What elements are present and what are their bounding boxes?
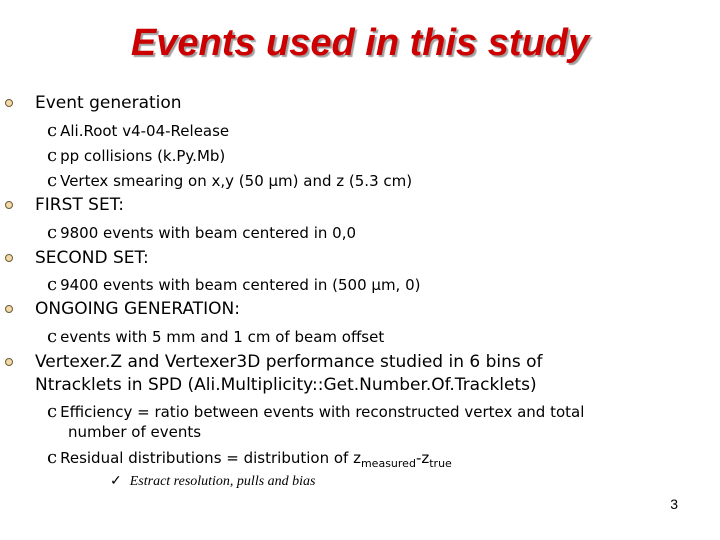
bullet-icon — [5, 201, 13, 209]
check-item: ✓ Estract resolution, pulls and bias — [110, 474, 316, 489]
subscript-true: true — [429, 457, 452, 470]
c-bullet-icon: c — [47, 170, 58, 191]
page-title: Events used in this study — [130, 22, 590, 64]
list-item-continuation: number of events — [68, 423, 202, 441]
section-heading: ONGOING GENERATION: — [35, 299, 240, 319]
c-bullet-icon: c — [47, 447, 58, 468]
section-heading-line2: Ntracklets in SPD (Ali.Multiplicity::Get.Number.Of.Tracklets) — [35, 375, 537, 395]
section-ongoing — [35, 299, 240, 319]
c-bullet-icon: c — [47, 274, 58, 295]
subscript-measured: measured — [360, 457, 416, 470]
section-heading: SECOND SET: — [35, 248, 149, 268]
list-item: c Efficiency = ratio between events with reconstructed vertex and total — [47, 401, 585, 422]
c-bullet-icon: c — [47, 222, 58, 243]
section-event-generation — [35, 93, 182, 113]
list-item: c Vertex smearing on x,y (50 µm) and z (5.3 cm) — [47, 170, 413, 191]
list-item: c events with 5 mm and 1 cm of beam offset — [47, 326, 385, 347]
c-bullet-icon: c — [47, 326, 58, 347]
section-heading: Vertexer.Z and Vertexer3D performance studied in 6 bins of — [35, 352, 543, 372]
section-second-set — [35, 248, 149, 268]
checkmark-icon: ✓ — [110, 474, 122, 489]
bullet-icon — [5, 358, 13, 366]
list-item: c Ali.Root v4-04-Release — [47, 120, 230, 141]
page-number: 3 — [670, 496, 678, 512]
section-first-set — [35, 195, 124, 215]
list-item: c pp collisions (k.Py.Mb) — [47, 145, 226, 166]
section-heading: Event generation — [35, 93, 182, 113]
section-heading: FIRST SET: — [35, 195, 124, 215]
list-item: c 9400 events with beam centered in (500 µm, 0) — [47, 274, 421, 295]
c-bullet-icon: c — [47, 401, 58, 422]
bullet-icon — [5, 254, 13, 262]
section-vertexer — [35, 352, 543, 372]
c-bullet-icon: c — [47, 145, 58, 166]
list-item: c Residual distributions = distribution of $z_{measured}-z_{true}$ — [47, 447, 452, 470]
c-bullet-icon: c — [47, 120, 58, 141]
list-item: c 9800 events with beam centered in 0,0 — [47, 222, 356, 243]
bullet-icon — [5, 305, 13, 313]
bullet-icon — [5, 99, 13, 107]
